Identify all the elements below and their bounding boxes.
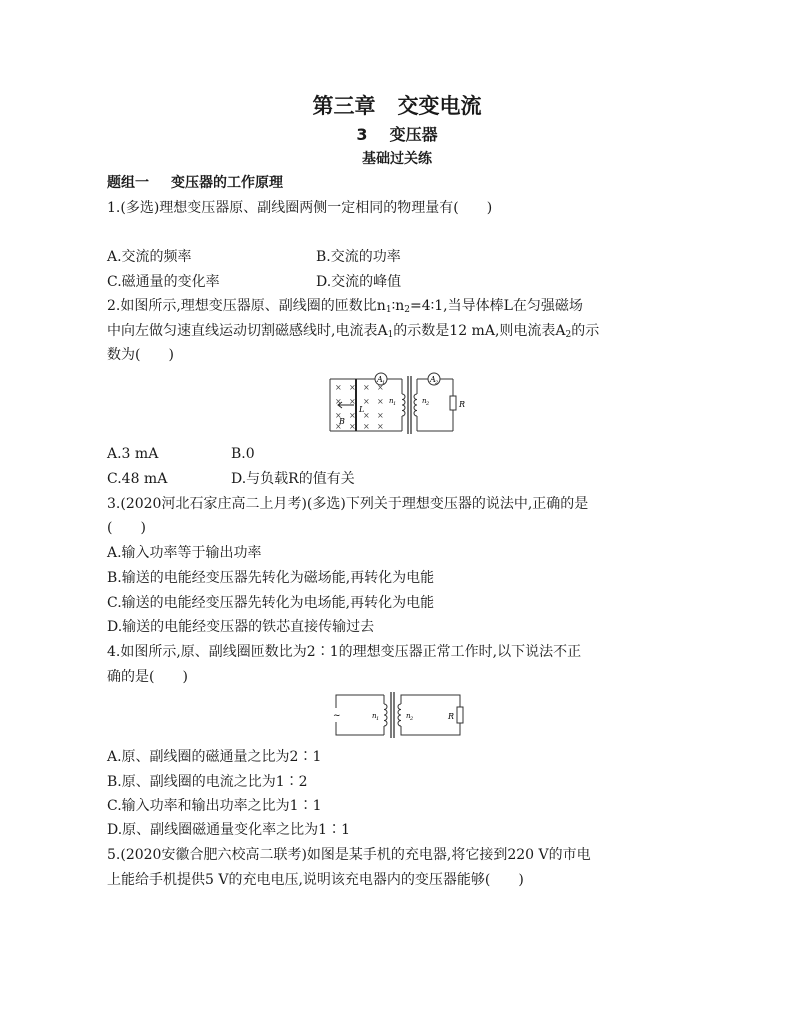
exercise-subtitle: 基础过关练 — [362, 151, 432, 167]
svg-text:×: × — [349, 422, 356, 431]
q5-stem-line2: 上能给手机提供5 V的充电电压,说明该充电器内的变压器能够( ) — [107, 872, 524, 888]
q4-option-d: D.原、副线圈磁通量变化率之比为1∶1 — [107, 822, 350, 838]
q3-stem-line1: 3.(2020河北石家庄高二上月考)(多选)下列关于理想变压器的说法中,正确的是 — [107, 496, 589, 512]
svg-text:×: × — [349, 383, 356, 392]
secondary-coil-icon — [414, 394, 417, 416]
svg-text:L: L — [359, 405, 365, 414]
q2-option-d: D.与负载R的值有关 — [231, 471, 355, 487]
svg-text:B: B — [339, 417, 345, 426]
secondary-coil-icon — [398, 704, 401, 726]
svg-text:R: R — [448, 712, 455, 721]
svg-text:n: n — [406, 712, 411, 720]
svg-text:2: 2 — [435, 380, 439, 386]
q4-option-a: A.原、副线圈的磁通量之比为2∶1 — [107, 749, 322, 765]
q1-option-c: C.磁通量的变化率 — [107, 274, 220, 290]
svg-text:A: A — [430, 375, 436, 384]
q3-option-d: D.输送的电能经变压器的铁芯直接传输过去 — [107, 619, 375, 635]
svg-text:1: 1 — [393, 401, 397, 407]
q3-option-a: A.输入功率等于输出功率 — [107, 545, 262, 561]
ac-source-icon: ~ — [333, 711, 341, 721]
svg-text:×: × — [377, 422, 384, 431]
svg-text:2: 2 — [410, 716, 414, 722]
q5-stem-line1: 5.(2020安徽合肥六校高二联考)如图是某手机的充电器,将它接到220 V的市电 — [107, 847, 591, 863]
svg-text:n: n — [422, 397, 427, 405]
svg-text:×: × — [363, 383, 370, 392]
chapter-number: 第三章 — [312, 94, 376, 118]
svg-text:n: n — [389, 397, 394, 405]
resistor-icon — [457, 707, 463, 723]
q4-option-c: C.输入功率和输出功率之比为1∶1 — [107, 798, 322, 814]
q2-option-c: C.48 mA — [107, 471, 168, 487]
svg-text:×: × — [377, 411, 384, 420]
q3-stem-line2: ( ) — [107, 520, 146, 536]
q2-stem-line1: 2.如图所示,理想变压器原、副线圈的匝数比$n_1∶n_2=4∶1$,当导体棒L在匀强磁场 — [107, 298, 583, 315]
svg-text:×: × — [335, 397, 342, 406]
q2-circuit-figure — [325, 370, 470, 436]
resistor-icon — [450, 396, 456, 410]
group-label: 题组一 — [107, 175, 149, 191]
svg-text:×: × — [377, 383, 384, 392]
svg-text:×: × — [349, 397, 356, 406]
q1-option-a: A.交流的频率 — [107, 249, 192, 265]
svg-text:1: 1 — [382, 380, 386, 386]
chapter-heading — [0, 90, 794, 120]
svg-text:×: × — [363, 422, 370, 431]
q2-stem-line2: 中向左做匀速直线运动切割磁感线时,电流表$A_1$的示数是12 mA,则电流表$A_2$的示 — [107, 323, 600, 340]
group-heading — [107, 173, 283, 193]
chapter-title: 交变电流 — [397, 94, 482, 118]
q2-option-b: B.0 — [231, 446, 255, 462]
svg-text:×: × — [335, 383, 342, 392]
q1-stem: 1.(多选)理想变压器原、副线圈两侧一定相同的物理量有( ) — [107, 200, 493, 216]
q4-stem-line2: 确的是( ) — [107, 669, 188, 685]
q1-option-d: D.交流的峰值 — [316, 274, 402, 290]
svg-text:×: × — [377, 397, 384, 406]
svg-text:×: × — [349, 411, 356, 420]
svg-text:×: × — [335, 411, 342, 420]
svg-text:2: 2 — [426, 401, 430, 407]
section-number: 3 — [356, 125, 368, 144]
svg-text:A: A — [377, 375, 383, 384]
svg-text:1: 1 — [376, 716, 380, 722]
group-title: 变压器的工作原理 — [171, 175, 283, 191]
q3-option-b: B.输送的电能经变压器先转化为磁场能,再转化为电能 — [107, 570, 435, 586]
svg-text:n: n — [372, 712, 377, 720]
section-title: 变压器 — [389, 125, 438, 144]
q4-transformer-figure — [326, 690, 468, 740]
q4-option-b: B.原、副线圈的电流之比为1∶2 — [107, 774, 308, 790]
svg-text:×: × — [363, 397, 370, 406]
svg-text:×: × — [335, 422, 342, 431]
q1-option-b: B.交流的功率 — [316, 249, 401, 265]
q3-option-c: C.输送的电能经变压器先转化为电场能,再转化为电能 — [107, 595, 435, 611]
q4-stem-line1: 4.如图所示,原、副线圈匝数比为2∶1的理想变压器正常工作时,以下说法不正 — [107, 644, 582, 660]
primary-coil-icon — [384, 704, 387, 726]
primary-coil-icon — [402, 394, 405, 416]
q2-option-a: A.3 mA — [107, 446, 159, 462]
svg-text:R: R — [459, 400, 466, 409]
q2-stem-line3: 数为( ) — [107, 347, 174, 363]
section-heading — [0, 122, 794, 145]
svg-text:×: × — [363, 411, 370, 420]
